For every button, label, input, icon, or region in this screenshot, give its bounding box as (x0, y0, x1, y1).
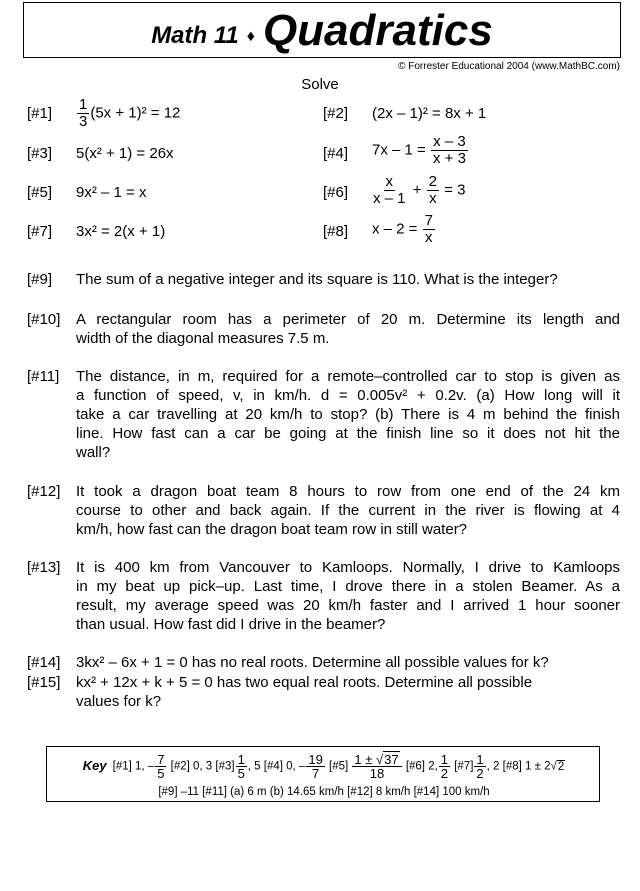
problem-line: values for k? (76, 693, 162, 710)
fraction-numerator: 1 (440, 752, 449, 767)
problem-equation (372, 213, 436, 246)
fraction-numerator: x – 3 (433, 133, 466, 150)
equation-text: x – 2 = (372, 220, 418, 238)
fraction-numerator: 19 (308, 752, 323, 767)
problem-equation (76, 97, 180, 130)
problem-label: [#1] (27, 105, 53, 122)
problem-line: The sum of a negative integer and its square is 110. What is the integer? (76, 271, 558, 288)
sqrt-radicand: 2 (557, 760, 565, 773)
equation-text: = 3 (444, 181, 466, 199)
fraction-denominator: x – 1 (373, 190, 406, 207)
title-course: Math 11 (151, 22, 239, 49)
problem-line: take a car travelling at 20 km/h to stop? (b) There is 4 m behind the finish (76, 406, 620, 423)
problem-line: line. How fast can a car be going at the finish line so it does not hit the (76, 425, 620, 442)
problem-label: [#12] (27, 483, 61, 500)
solve-heading: Solve (301, 76, 339, 93)
problem-label: [#7] (27, 223, 53, 240)
problem-label: [#2] (323, 105, 349, 122)
problem-line: course to other and back again. If the current in the river is flowing at 4 (76, 502, 620, 519)
fraction-denominator: 3 (79, 113, 88, 130)
answer-key-box (46, 746, 600, 802)
problem-text (76, 653, 620, 672)
fraction-numerator: 7 (424, 212, 433, 229)
problem-line: result, my average speed was 20 km/h faster and I arrived 1 hour sooner (76, 597, 620, 614)
problem-label: [#8] (323, 223, 349, 240)
title-diamond-icon: ♦ (246, 28, 255, 45)
equation-text: 7x – 1 = (372, 141, 426, 159)
problem-text (76, 482, 620, 539)
problem-equation: (2x – 1)² = 8x + 1 (372, 105, 487, 122)
problem-label: [#6] (323, 184, 349, 201)
problem-equation: 3x² = 2(x + 1) (76, 223, 166, 240)
problem-label: [#15] (27, 674, 61, 691)
problem-line: The distance, in m, required for a remote–controlled car to stop is given as (76, 368, 620, 385)
problem-label: [#9] (27, 271, 53, 288)
answer-text: [#7] (454, 760, 474, 773)
problem-line: 3kx² – 6x + 1 = 0 has no real roots. Determine all possible values for k? (76, 654, 549, 671)
answer-key-line: [#9] –11 [#11] (a) 6 m (b) 14.65 km/h [#12] 8 km/h [#14] 100 km/h (158, 786, 490, 798)
problem-label: [#10] (27, 311, 61, 328)
plus-sign: + (412, 181, 422, 199)
fraction-denominator: 2 (440, 766, 449, 781)
problem-equation: 5(x² + 1) = 26x (76, 145, 174, 162)
problem-line: wall? (76, 444, 111, 461)
answer-text: [#2] 0, 3 [#3] (170, 760, 235, 773)
fraction-numerator: x (385, 173, 394, 190)
problem-label: [#5] (27, 184, 53, 201)
fraction-numerator: 2 (428, 173, 437, 190)
fraction-numerator: 1 ± √37 (352, 753, 401, 767)
fraction-denominator: x + 3 (432, 150, 466, 167)
fraction-numerator: 7 (157, 752, 165, 767)
problem-equation: 9x² – 1 = x (76, 184, 147, 201)
fraction-denominator: 5 (157, 766, 165, 781)
problem-line: width of the diagonal measures 7.5 m. (76, 330, 330, 347)
problem-text (76, 310, 620, 348)
problem-text (76, 270, 620, 289)
problem-label: [#13] (27, 559, 61, 576)
answer-text: , 2 [#8] 1 ± 2 (486, 760, 551, 773)
problem-line: A rectangular room has a perimeter of 20 m. Determine its length and (76, 311, 620, 328)
fraction-denominator: 2 (476, 766, 484, 781)
fraction-denominator: 18 (369, 766, 385, 781)
fraction-denominator: x (425, 229, 433, 246)
title-topic: Quadratics (262, 6, 493, 55)
problem-text (76, 367, 620, 462)
problem-line: than usual. How fast did I drive in the beamer? (76, 616, 386, 633)
problem-equation (370, 174, 465, 207)
problem-line: It is 400 km from Vancouver to Kamloops. Normally, I drive to Kamloops (76, 559, 620, 576)
fraction-numerator: 1 (237, 752, 245, 767)
answer-key-line: Key [#1] 1, – $\frac{7}{5}$ [#2] 0, 3 [#3] $\frac{1}{5}$ , 5 [#4] 0, – $\frac{19}{7}$ [#5] $\frac{1 \pm √37}{18}$ [#6] 2, $\frac{1}{2}$ [#7] $\frac{1}{2}$ , 2 [#8] 1 ± 2√2 (82, 752, 565, 781)
fraction-numerator: 1 (476, 752, 484, 767)
problem-label: [#14] (27, 654, 61, 671)
fraction-numerator: 1 (79, 96, 88, 113)
copyright-notice: © Forrester Educational 2004 (www.MathBC.com) (398, 61, 620, 72)
problem-label: [#3] (27, 145, 53, 162)
answer-key-label: Key (82, 757, 107, 773)
problem-line: km/h, how fast can the dragon boat team row in still water? (76, 521, 468, 538)
answer-text: [#5] (329, 760, 349, 773)
problem-equation (372, 134, 469, 167)
problem-line: in my beat up pick–up. Last time, I drove there in a stolen Beamer. As a (76, 578, 620, 595)
fraction-denominator: 7 (311, 766, 320, 781)
problem-label: [#4] (323, 145, 349, 162)
problem-label: [#11] (27, 368, 60, 385)
problem-line: kx² + 12x + k + 5 = 0 has two equal real roots. Determine all possible (76, 674, 533, 691)
problem-line: It took a dragon boat team 8 hours to row from one end of the 24 km (76, 483, 620, 500)
fraction-denominator: x (429, 190, 437, 207)
answer-text: , 5 [#4] 0, – (247, 760, 306, 773)
problem-text (76, 558, 620, 634)
title-box (23, 2, 621, 58)
numerator-text: 1 ± (354, 752, 376, 767)
problem-line: a function of speed, v, in km/h. d = 0.005v² + 0.2v. (a) How long will it (76, 387, 620, 404)
problem-text (76, 673, 620, 711)
sqrt-radicand: 37 (384, 752, 399, 767)
answer-text: [#1] 1, – (112, 760, 155, 773)
fraction-denominator: 5 (237, 766, 245, 781)
equation-text: (5x + 1)² = 12 (90, 104, 181, 122)
answer-text: [#6] 2, (405, 760, 438, 773)
